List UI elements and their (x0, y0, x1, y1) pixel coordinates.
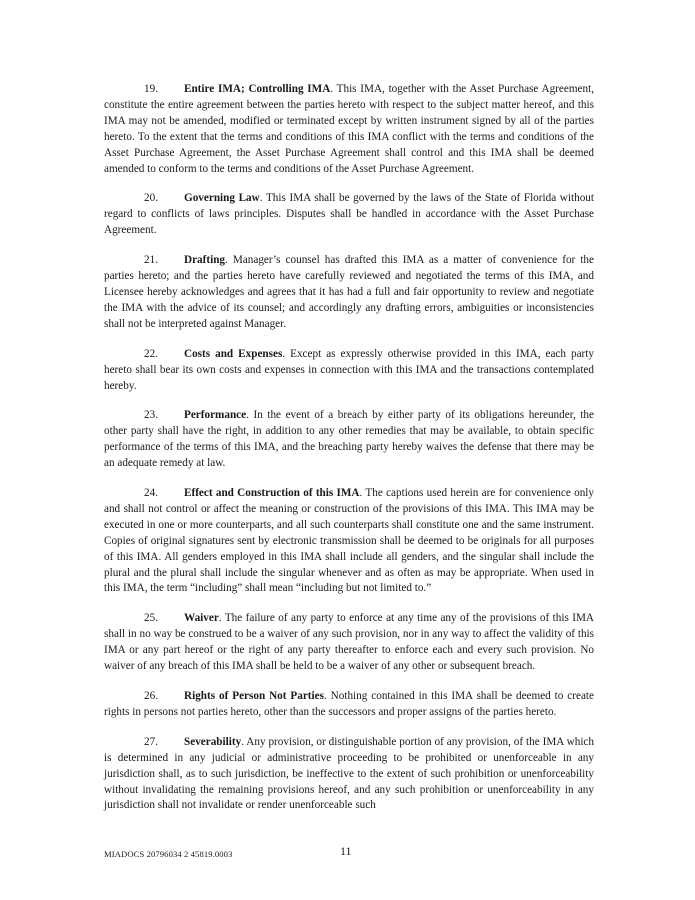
section-number: 19. (144, 83, 158, 95)
section-text: . The captions used herein are for convenience only and shall not control or affect the meaning or construction of the provisions of this IMA. This IMA may be executed in one or more counterparts, and all such counterparts shall constitute one and the same instrument. Copies of original signatures sent by electronic transmission shall be deemed to be originals for all purposes of this IMA. All genders employed in this IMA shall include all genders, and the singular shall include the plural and the plural shall include the singular whenever and as often as may be appropriate. When used in this IMA, the term “including” shall mean “including but not limited to.” (104, 487, 594, 595)
section-25 (104, 611, 594, 675)
section-heading: Effect and Construction of this IMA (184, 487, 360, 500)
section-number: 24. (144, 487, 158, 500)
footer-document-id: MIADOCS 20796034 2 45819.0003 (104, 849, 233, 859)
section-21 (104, 253, 594, 333)
section-heading: Performance (184, 409, 247, 422)
section-text: . Manager’s counsel has drafted this IMA as a matter of convenience for the parties hereto; and the parties hereto have carefully reviewed and negotiated the terms of this IMA, and Licensee hereby acknowledges and agrees that it has had a full and fair opportunity to review and negotiate the IMA with the advice of its counsel; and accordingly any drafting errors, ambiguities or inconsistencies shall not be interpreted against Manager. (104, 254, 594, 330)
section-text: . Except as expressly otherwise provided in this IMA, each party hereto shall bear its own costs and expenses in connection with this IMA and the transactions contemplated hereby. (104, 347, 594, 392)
section-text: . This IMA, together with the Asset Purchase Agreement, constitute the entire agreement between the parties hereto with respect to the subject matter hereof, and this IMA may not be amended, modified or terminated except by written instrument signed by all of the parties hereto. To the extent that the terms and conditions of this IMA conflict with the terms and conditions of the Asset Purchase Agreement, the Asset Purchase Agreement shall control and this IMA shall be deemed amended to conform to the terms and conditions of the Asset Purchase Agreement. (104, 83, 594, 175)
section-heading: Entire IMA; Controlling IMA (184, 83, 331, 95)
section-heading: Rights of Person Not Parties (184, 690, 324, 702)
section-22 (104, 347, 594, 395)
section-heading: Costs and Expenses (184, 347, 283, 360)
section-number: 20. (144, 192, 158, 205)
section-26 (104, 689, 594, 721)
section-text: . Nothing contained in this IMA shall be deemed to create rights in persons not parties hereto, other than the successors and proper assigns of the parties hereto. (104, 690, 594, 718)
section-19 (104, 82, 594, 177)
section-text: . This IMA shall be governed by the laws of the State of Florida without regard to conflicts of laws principles. Disputes shall be handled in accordance with the Asset Purchase Agreement. (104, 192, 594, 237)
section-text: . The failure of any party to enforce at any time any of the provisions of this IMA shall in no way be construed to be a waiver of any such provision, nor in any way to affect the validity of this IMA or any part hereof or the right of any party thereafter to enforce each and every such provision. No waiver of any breach of this IMA shall be held to be a waiver of any other or subsequent breach. (104, 612, 594, 673)
section-heading: Drafting (184, 254, 226, 267)
section-heading: Governing Law (184, 192, 260, 205)
page-number: 11 (340, 844, 352, 858)
section-number: 26. (144, 690, 158, 702)
document-body (104, 82, 594, 828)
section-text: . In the event of a breach by either party of its obligations hereunder, the other party shall have the right, in addition to any other remedies that may be available, to obtain specific performance of the terms of this IMA, and the breaching party hereby waives the defense that there may be an adequate remedy at law. (104, 409, 594, 470)
section-27 (104, 735, 594, 815)
section-number: 25. (144, 612, 158, 625)
section-heading: Severability (184, 735, 242, 748)
section-number: 21. (144, 254, 158, 267)
section-24 (104, 486, 594, 597)
section-23 (104, 408, 594, 472)
section-number: 23. (144, 409, 158, 422)
section-text: . Any provision, or distinguishable portion of any provision, of the IMA which is determined in any judicial or administrative proceeding to be prohibited or unenforceable in any jurisdiction shall, as to such jurisdiction, be ineffective to the extent of such prohibition or unenforceability without invalidating the remaining provisions hereof, and any such prohibition or unenforceability in any jurisdiction shall not invalidate or render unenforceable such (104, 735, 594, 812)
section-heading: Waiver (184, 612, 219, 625)
section-number: 27. (144, 735, 158, 748)
section-number: 22. (144, 347, 158, 360)
section-20 (104, 191, 594, 239)
